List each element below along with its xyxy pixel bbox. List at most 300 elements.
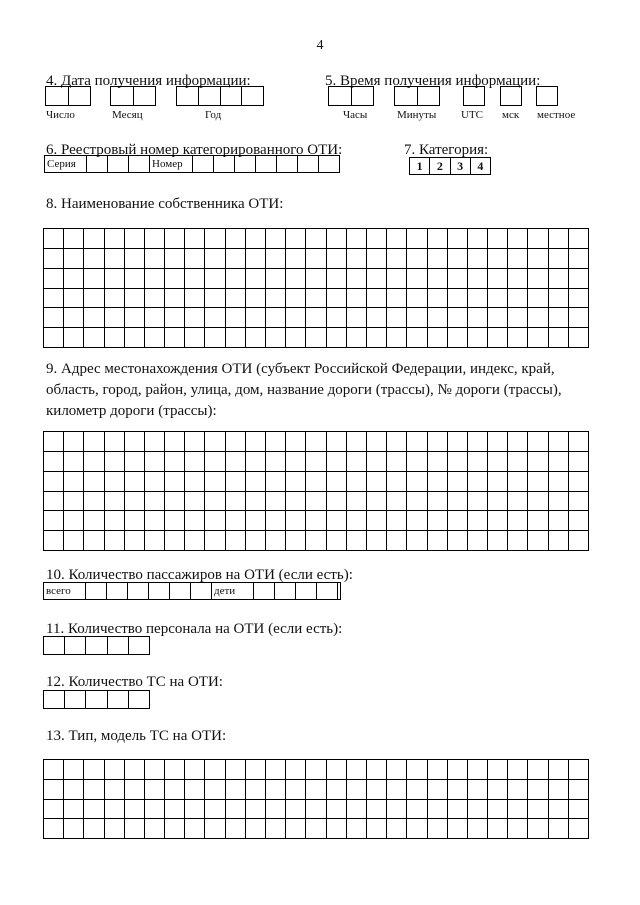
grid-cell[interactable] — [286, 328, 306, 348]
grid-cell[interactable] — [549, 800, 569, 820]
grid-cell[interactable] — [347, 511, 367, 531]
grid-cell[interactable] — [488, 249, 508, 269]
grid-cell[interactable] — [84, 800, 104, 820]
grid-cell[interactable] — [468, 432, 488, 452]
grid-cell[interactable] — [44, 249, 64, 269]
grid-cell[interactable] — [488, 432, 508, 452]
grid-cell[interactable] — [327, 289, 347, 309]
grid-cell[interactable] — [569, 531, 589, 551]
grid-cell[interactable] — [569, 511, 589, 531]
grid-cell[interactable] — [428, 452, 448, 472]
grid-cell[interactable] — [528, 492, 548, 512]
grid-cell[interactable] — [387, 308, 407, 328]
grid-cell[interactable] — [508, 780, 528, 800]
grid-cell[interactable] — [165, 289, 185, 309]
grid-cell[interactable] — [145, 452, 165, 472]
grid-cell[interactable] — [387, 531, 407, 551]
grid-cell[interactable] — [125, 308, 145, 328]
grid-cell[interactable] — [246, 249, 266, 269]
grid-cell[interactable] — [286, 760, 306, 780]
grid-cell[interactable] — [86, 637, 107, 655]
grid-cell[interactable] — [125, 432, 145, 452]
grid-cell[interactable] — [347, 289, 367, 309]
grid-cell[interactable] — [327, 269, 347, 289]
grid-cell[interactable] — [428, 511, 448, 531]
grid-cell[interactable] — [508, 760, 528, 780]
grid-cell[interactable] — [367, 531, 387, 551]
grid-cell[interactable] — [367, 760, 387, 780]
grid-cell[interactable] — [246, 531, 266, 551]
grid-cell[interactable] — [165, 531, 185, 551]
grid-cell[interactable] — [468, 531, 488, 551]
grid-cell[interactable] — [86, 691, 107, 709]
grid-cell[interactable] — [286, 269, 306, 289]
grid-cell[interactable] — [508, 308, 528, 328]
grid-cell[interactable] — [145, 249, 165, 269]
grid-cell[interactable] — [488, 780, 508, 800]
grid-cell[interactable] — [145, 511, 165, 531]
grid-cell[interactable] — [44, 328, 64, 348]
grid-cell[interactable] — [64, 452, 84, 472]
grid-cell[interactable] — [407, 819, 427, 839]
grid-cell[interactable] — [44, 760, 64, 780]
grid-cell[interactable] — [205, 492, 225, 512]
grid-cell[interactable] — [387, 492, 407, 512]
grid-cell[interactable] — [44, 637, 65, 655]
grid-cell[interactable] — [488, 269, 508, 289]
grid-cell[interactable] — [528, 819, 548, 839]
grid-cell[interactable] — [306, 800, 326, 820]
grid-cell[interactable] — [286, 432, 306, 452]
grid-cell[interactable] — [266, 472, 286, 492]
grid-cell[interactable] — [44, 492, 64, 512]
grid-cell[interactable] — [306, 819, 326, 839]
grid-cell[interactable] — [468, 308, 488, 328]
grid-cell[interactable] — [508, 819, 528, 839]
grid-cell[interactable] — [448, 452, 468, 472]
grid-cell[interactable] — [428, 289, 448, 309]
grid-cell[interactable] — [407, 432, 427, 452]
grid-cell[interactable] — [528, 511, 548, 531]
month-field[interactable] — [110, 86, 156, 106]
grid-cell[interactable] — [84, 289, 104, 309]
grid-cell[interactable] — [428, 492, 448, 512]
grid-cell[interactable] — [64, 289, 84, 309]
grid-cell[interactable] — [347, 800, 367, 820]
grid-cell[interactable] — [246, 328, 266, 348]
grid-cell[interactable] — [428, 269, 448, 289]
grid-cell[interactable] — [327, 511, 347, 531]
grid-cell[interactable] — [367, 472, 387, 492]
grid-cell[interactable] — [145, 308, 165, 328]
grid-cell[interactable] — [108, 637, 129, 655]
grid-cell[interactable] — [347, 780, 367, 800]
grid-cell[interactable] — [185, 472, 205, 492]
grid-cell[interactable] — [549, 780, 569, 800]
grid-cell[interactable] — [205, 511, 225, 531]
grid-cell[interactable] — [165, 308, 185, 328]
grid-cell[interactable] — [145, 289, 165, 309]
grid-cell[interactable] — [508, 249, 528, 269]
grid-cell[interactable] — [327, 760, 347, 780]
grid-cell[interactable] — [428, 432, 448, 452]
category-selector[interactable] — [409, 157, 491, 175]
grid-cell[interactable] — [84, 229, 104, 249]
grid-cell[interactable] — [428, 308, 448, 328]
grid-cell[interactable] — [488, 800, 508, 820]
grid-cell[interactable] — [448, 289, 468, 309]
grid-cell[interactable] — [226, 328, 246, 348]
grid-cell[interactable] — [569, 819, 589, 839]
grid-cell[interactable] — [84, 492, 104, 512]
grid-cell[interactable] — [528, 289, 548, 309]
grid-cell[interactable] — [105, 289, 125, 309]
grid-cell[interactable] — [185, 531, 205, 551]
grid-cell[interactable] — [488, 289, 508, 309]
local-checkbox[interactable] — [536, 86, 558, 106]
vehicle-count-field[interactable] — [43, 690, 150, 709]
grid-cell[interactable] — [125, 780, 145, 800]
grid-cell[interactable] — [327, 472, 347, 492]
grid-cell[interactable] — [266, 819, 286, 839]
grid-cell[interactable] — [266, 800, 286, 820]
grid-cell[interactable] — [246, 760, 266, 780]
grid-cell[interactable] — [105, 819, 125, 839]
grid-cell[interactable] — [185, 780, 205, 800]
grid-cell[interactable] — [347, 308, 367, 328]
grid-cell[interactable] — [508, 472, 528, 492]
grid-cell[interactable] — [448, 800, 468, 820]
grid-cell[interactable] — [367, 269, 387, 289]
grid-cell[interactable] — [105, 308, 125, 328]
grid-cell[interactable] — [387, 511, 407, 531]
grid-cell[interactable] — [266, 780, 286, 800]
grid-cell[interactable] — [105, 452, 125, 472]
grid-cell[interactable] — [129, 691, 150, 709]
grid-cell[interactable] — [266, 249, 286, 269]
grid-cell[interactable] — [407, 452, 427, 472]
grid-cell[interactable] — [44, 432, 64, 452]
grid-cell[interactable] — [64, 269, 84, 289]
grid-cell[interactable] — [226, 472, 246, 492]
grid-cell[interactable] — [125, 760, 145, 780]
grid-cell[interactable] — [327, 492, 347, 512]
grid-cell[interactable] — [205, 308, 225, 328]
grid-cell[interactable] — [266, 328, 286, 348]
grid-cell[interactable] — [125, 531, 145, 551]
grid-cell[interactable] — [569, 328, 589, 348]
grid-cell[interactable] — [84, 308, 104, 328]
grid-cell[interactable] — [205, 819, 225, 839]
grid-cell[interactable] — [327, 800, 347, 820]
grid-cell[interactable] — [286, 819, 306, 839]
grid-cell[interactable] — [549, 308, 569, 328]
grid-cell[interactable] — [165, 452, 185, 472]
grid-cell[interactable] — [84, 328, 104, 348]
grid-cell[interactable] — [549, 269, 569, 289]
grid-cell[interactable] — [226, 308, 246, 328]
grid-cell[interactable] — [387, 760, 407, 780]
grid-cell[interactable] — [407, 531, 427, 551]
grid-cell[interactable] — [185, 800, 205, 820]
grid-cell[interactable] — [84, 432, 104, 452]
grid-cell[interactable] — [266, 760, 286, 780]
grid-cell[interactable] — [84, 511, 104, 531]
grid-cell[interactable] — [367, 452, 387, 472]
grid-cell[interactable] — [84, 819, 104, 839]
grid-cell[interactable] — [44, 691, 65, 709]
grid-cell[interactable] — [367, 328, 387, 348]
grid-cell[interactable] — [347, 492, 367, 512]
grid-cell[interactable] — [64, 511, 84, 531]
grid-cell[interactable] — [549, 249, 569, 269]
grid-cell[interactable] — [488, 452, 508, 472]
grid-cell[interactable] — [125, 511, 145, 531]
grid-cell[interactable] — [266, 289, 286, 309]
grid-cell[interactable] — [246, 308, 266, 328]
grid-cell[interactable] — [246, 819, 266, 839]
grid-cell[interactable] — [367, 511, 387, 531]
grid-cell[interactable] — [528, 800, 548, 820]
grid-cell[interactable] — [549, 289, 569, 309]
grid-cell[interactable] — [508, 800, 528, 820]
grid-cell[interactable] — [468, 452, 488, 472]
grid-cell[interactable] — [367, 308, 387, 328]
grid-cell[interactable] — [367, 249, 387, 269]
grid-cell[interactable] — [84, 780, 104, 800]
grid-cell[interactable] — [468, 819, 488, 839]
grid-cell[interactable] — [205, 780, 225, 800]
grid-cell[interactable] — [226, 819, 246, 839]
grid-cell[interactable] — [488, 511, 508, 531]
grid-cell[interactable] — [367, 800, 387, 820]
grid-cell[interactable] — [549, 511, 569, 531]
grid-cell[interactable] — [64, 800, 84, 820]
grid-cell[interactable] — [286, 308, 306, 328]
grid-cell[interactable] — [387, 780, 407, 800]
grid-cell[interactable] — [105, 511, 125, 531]
grid-cell[interactable] — [387, 800, 407, 820]
grid-cell[interactable] — [185, 289, 205, 309]
grid-cell[interactable] — [105, 249, 125, 269]
grid-cell[interactable] — [185, 308, 205, 328]
grid-cell[interactable] — [367, 432, 387, 452]
grid-cell[interactable] — [549, 328, 569, 348]
grid-cell[interactable] — [44, 531, 64, 551]
grid-cell[interactable] — [549, 229, 569, 249]
category-3-option[interactable]: 3 — [451, 158, 471, 174]
grid-cell[interactable] — [306, 760, 326, 780]
grid-cell[interactable] — [145, 472, 165, 492]
year-field[interactable] — [176, 86, 264, 106]
grid-cell[interactable] — [347, 819, 367, 839]
grid-cell[interactable] — [165, 511, 185, 531]
grid-cell[interactable] — [185, 511, 205, 531]
grid-cell[interactable] — [165, 819, 185, 839]
grid-cell[interactable] — [226, 452, 246, 472]
minutes-field[interactable] — [394, 86, 440, 106]
category-2-option[interactable]: 2 — [430, 158, 450, 174]
grid-cell[interactable] — [205, 289, 225, 309]
grid-cell[interactable] — [508, 452, 528, 472]
grid-cell[interactable] — [549, 760, 569, 780]
address-grid[interactable] — [43, 431, 589, 551]
grid-cell[interactable] — [64, 249, 84, 269]
grid-cell[interactable] — [528, 328, 548, 348]
grid-cell[interactable] — [448, 780, 468, 800]
grid-cell[interactable] — [407, 249, 427, 269]
grid-cell[interactable] — [468, 328, 488, 348]
grid-cell[interactable] — [508, 492, 528, 512]
grid-cell[interactable] — [145, 328, 165, 348]
grid-cell[interactable] — [44, 819, 64, 839]
grid-cell[interactable] — [428, 328, 448, 348]
grid-cell[interactable] — [246, 269, 266, 289]
grid-cell[interactable] — [306, 780, 326, 800]
grid-cell[interactable] — [347, 760, 367, 780]
grid-cell[interactable] — [407, 511, 427, 531]
grid-cell[interactable] — [226, 269, 246, 289]
grid-cell[interactable] — [105, 269, 125, 289]
grid-cell[interactable] — [306, 269, 326, 289]
grid-cell[interactable] — [125, 249, 145, 269]
grid-cell[interactable] — [407, 492, 427, 512]
grid-cell[interactable] — [266, 229, 286, 249]
grid-cell[interactable] — [64, 229, 84, 249]
grid-cell[interactable] — [84, 269, 104, 289]
grid-cell[interactable] — [105, 492, 125, 512]
grid-cell[interactable] — [286, 452, 306, 472]
grid-cell[interactable] — [428, 780, 448, 800]
grid-cell[interactable] — [145, 819, 165, 839]
grid-cell[interactable] — [508, 229, 528, 249]
grid-cell[interactable] — [387, 249, 407, 269]
grid-cell[interactable] — [185, 432, 205, 452]
grid-cell[interactable] — [448, 760, 468, 780]
grid-cell[interactable] — [105, 800, 125, 820]
grid-cell[interactable] — [105, 531, 125, 551]
grid-cell[interactable] — [569, 229, 589, 249]
grid-cell[interactable] — [286, 229, 306, 249]
grid-cell[interactable] — [488, 229, 508, 249]
grid-cell[interactable] — [448, 819, 468, 839]
passengers-field[interactable] — [43, 582, 341, 600]
grid-cell[interactable] — [205, 531, 225, 551]
grid-cell[interactable] — [468, 289, 488, 309]
grid-cell[interactable] — [226, 249, 246, 269]
grid-cell[interactable] — [125, 492, 145, 512]
grid-cell[interactable] — [528, 308, 548, 328]
grid-cell[interactable] — [448, 492, 468, 512]
vehicle-type-grid[interactable] — [43, 759, 589, 839]
grid-cell[interactable] — [468, 269, 488, 289]
grid-cell[interactable] — [448, 511, 468, 531]
grid-cell[interactable] — [205, 269, 225, 289]
grid-cell[interactable] — [306, 328, 326, 348]
grid-cell[interactable] — [64, 531, 84, 551]
grid-cell[interactable] — [347, 472, 367, 492]
grid-cell[interactable] — [266, 432, 286, 452]
grid-cell[interactable] — [185, 452, 205, 472]
grid-cell[interactable] — [145, 432, 165, 452]
registry-number-field[interactable] — [44, 155, 340, 173]
grid-cell[interactable] — [387, 289, 407, 309]
grid-cell[interactable] — [549, 432, 569, 452]
grid-cell[interactable] — [266, 511, 286, 531]
grid-cell[interactable] — [44, 289, 64, 309]
grid-cell[interactable] — [165, 249, 185, 269]
grid-cell[interactable] — [306, 249, 326, 269]
grid-cell[interactable] — [508, 432, 528, 452]
grid-cell[interactable] — [327, 229, 347, 249]
grid-cell[interactable] — [468, 472, 488, 492]
grid-cell[interactable] — [448, 328, 468, 348]
grid-cell[interactable] — [165, 328, 185, 348]
grid-cell[interactable] — [569, 492, 589, 512]
grid-cell[interactable] — [145, 760, 165, 780]
grid-cell[interactable] — [407, 229, 427, 249]
grid-cell[interactable] — [448, 229, 468, 249]
grid-cell[interactable] — [125, 819, 145, 839]
grid-cell[interactable] — [428, 760, 448, 780]
grid-cell[interactable] — [367, 780, 387, 800]
grid-cell[interactable] — [508, 289, 528, 309]
day-field[interactable] — [45, 86, 91, 106]
grid-cell[interactable] — [569, 432, 589, 452]
grid-cell[interactable] — [569, 452, 589, 472]
grid-cell[interactable] — [327, 780, 347, 800]
grid-cell[interactable] — [528, 249, 548, 269]
grid-cell[interactable] — [226, 531, 246, 551]
grid-cell[interactable] — [569, 780, 589, 800]
grid-cell[interactable] — [367, 229, 387, 249]
grid-cell[interactable] — [185, 328, 205, 348]
grid-cell[interactable] — [246, 432, 266, 452]
grid-cell[interactable] — [569, 800, 589, 820]
grid-cell[interactable] — [185, 229, 205, 249]
grid-cell[interactable] — [448, 531, 468, 551]
grid-cell[interactable] — [367, 819, 387, 839]
grid-cell[interactable] — [327, 308, 347, 328]
grid-cell[interactable] — [205, 229, 225, 249]
grid-cell[interactable] — [528, 269, 548, 289]
grid-cell[interactable] — [508, 531, 528, 551]
grid-cell[interactable] — [468, 800, 488, 820]
grid-cell[interactable] — [488, 819, 508, 839]
grid-cell[interactable] — [185, 760, 205, 780]
grid-cell[interactable] — [428, 472, 448, 492]
grid-cell[interactable] — [84, 452, 104, 472]
grid-cell[interactable] — [347, 432, 367, 452]
grid-cell[interactable] — [165, 269, 185, 289]
grid-cell[interactable] — [165, 229, 185, 249]
grid-cell[interactable] — [327, 819, 347, 839]
grid-cell[interactable] — [165, 432, 185, 452]
grid-cell[interactable] — [347, 249, 367, 269]
grid-cell[interactable] — [64, 492, 84, 512]
grid-cell[interactable] — [266, 492, 286, 512]
grid-cell[interactable] — [347, 269, 367, 289]
grid-cell[interactable] — [185, 269, 205, 289]
grid-cell[interactable] — [145, 229, 165, 249]
category-4-option[interactable]: 4 — [477, 159, 484, 173]
grid-cell[interactable] — [428, 819, 448, 839]
grid-cell[interactable] — [448, 269, 468, 289]
grid-cell[interactable] — [165, 492, 185, 512]
grid-cell[interactable] — [246, 511, 266, 531]
grid-cell[interactable] — [488, 308, 508, 328]
grid-cell[interactable] — [125, 328, 145, 348]
